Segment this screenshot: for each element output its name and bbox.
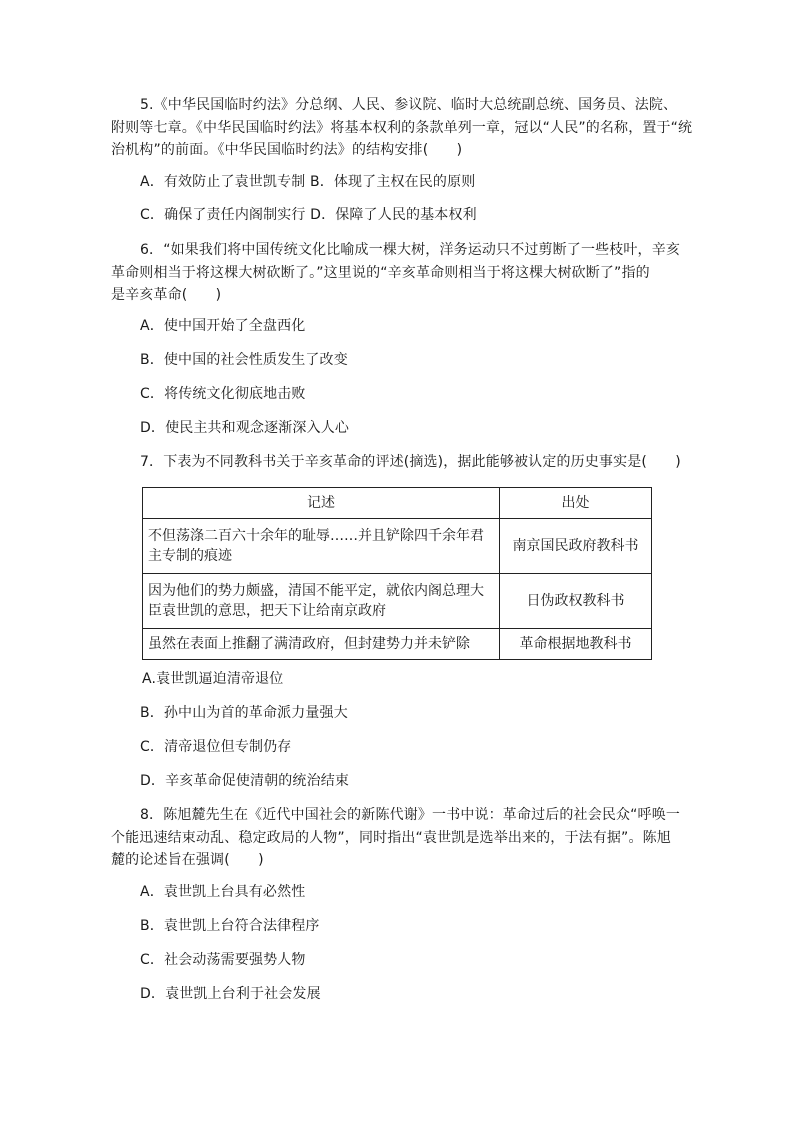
q6-stem-line-3: 是辛亥革命( ): [111, 287, 222, 303]
q5-stem-line-2: 附则等七章。《中华民国临时约法》将基本权利的条款单列一章，冠以“人民”的名称，置于“统: [111, 120, 693, 136]
table-cell-source: 南京国民政府教科书: [500, 519, 652, 574]
q5-stem-line-1: 5.《中华民国临时约法》分总纲、人民、参议院、临时大总统副总统、国务员、法院、: [140, 97, 678, 113]
q5-option-ab: A．有效防止了袁世凯专制 B．体现了主权在民的原则: [140, 174, 476, 190]
table-cell-line: 因为他们的势力颇盛，清国不能平定，就依内阁总理大: [148, 583, 484, 599]
q6-option-a: A．使中国开始了全盘西化: [140, 318, 306, 334]
table-cell-line: 臣袁世凯的意思，把天下让给南京政府: [148, 603, 386, 619]
table-header-source: 出处: [500, 488, 652, 519]
table-cell-description: [143, 519, 500, 574]
q7-option-d: D．辛亥革命促使清朝的统治结束: [140, 773, 350, 789]
q8-stem-line-3: 麓的论述旨在强调( ): [111, 852, 264, 868]
q8-option-d: D．袁世凯上台利于社会发展: [140, 986, 321, 1002]
q7-option-c: C．清帝退位但专制仍存: [140, 739, 292, 755]
q5-stem-line-3: 治机构”的前面。《中华民国临时约法》的结构安排( ): [111, 142, 463, 158]
q6-option-b: B．使中国的社会性质发生了改变: [140, 352, 348, 368]
q5-option-cd: C．确保了责任内阁制实行 D．保障了人民的基本权利: [140, 207, 477, 223]
q6-option-c: C．将传统文化彻底地击败: [140, 386, 306, 402]
table-cell-description: [143, 574, 500, 629]
table-header-description: 记述: [143, 488, 500, 519]
table-cell-source: 日伪政权教科书: [500, 574, 652, 629]
q6-stem-line-2: 革命则相当于将这棵大树砍断了。”这里说的“辛亥革命则相当于将这棵大树砍断了”指的: [111, 265, 650, 281]
q7-option-b: B．孙中山为首的革命派力量强大: [140, 705, 348, 721]
table-cell-line: 虽然在表面上推翻了满清政府，但封建势力并未铲除: [148, 636, 470, 652]
q7-option-a: A.袁世凯逼迫清帝退位: [142, 671, 284, 687]
table-cell-line: 不但荡涤二百六十余年的耻辱……并且铲除四千余年君: [148, 528, 484, 544]
q8-option-a: A．袁世凯上台具有必然性: [140, 884, 306, 900]
table-row: [143, 519, 652, 574]
table-row: [143, 574, 652, 629]
q6-stem-line-1: 6．“如果我们将中国传统文化比喻成一棵大树，洋务运动只不过剪断了一些枝叶，辛亥: [140, 242, 681, 258]
table-cell-source: 革命根据地教科书: [500, 629, 652, 660]
q8-option-b: B．袁世凯上台符合法律程序: [140, 918, 320, 934]
q6-option-d: D．使民主共和观念逐渐深入人心: [140, 420, 350, 436]
q7-stem-line-1: 7．下表为不同教科书关于辛亥革命的评述(摘选)，据此能够被认定的历史事实是( ): [140, 454, 681, 470]
q7-source-table: [142, 487, 652, 660]
q8-option-c: C．社会动荡需要强势人物: [140, 952, 306, 968]
table-cell-description: [143, 629, 500, 660]
table-header-row: [143, 488, 652, 519]
q8-stem-line-1: 8．陈旭麓先生在《近代中国社会的新陈代谢》一书中说：革命过后的社会民众“呼唤一: [140, 807, 681, 823]
table-cell-line: 主专制的痕迹: [148, 548, 232, 564]
q8-stem-line-2: 个能迅速结束动乱、稳定政局的人物”，同时指出“袁世凯是选举出来的，于法有据”。陈旭: [111, 830, 671, 846]
table-row: [143, 629, 652, 660]
